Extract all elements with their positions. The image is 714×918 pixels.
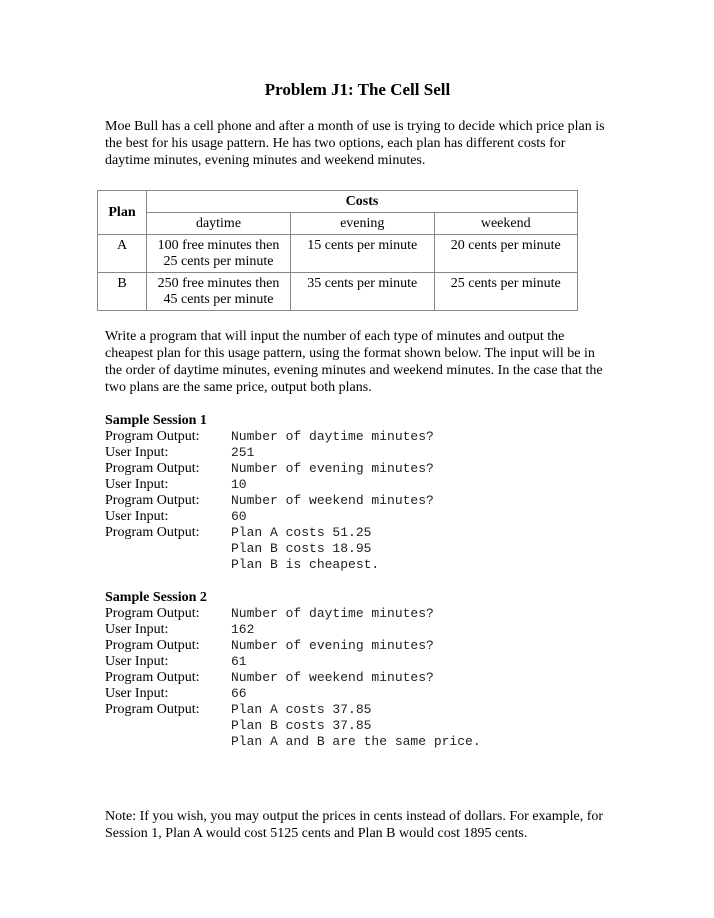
table-row bbox=[98, 235, 578, 273]
session-title: Sample Session 2 bbox=[105, 590, 207, 605]
line-value: 61 bbox=[231, 654, 247, 669]
daytime-cell: 100 free minutes then 25 cents per minute bbox=[147, 235, 291, 273]
line-value: Plan A and B are the same price. bbox=[231, 734, 481, 749]
session-line bbox=[105, 445, 610, 461]
line-label: Program Output: bbox=[105, 493, 200, 508]
session-line bbox=[105, 429, 610, 445]
table-subheader-row bbox=[98, 213, 578, 235]
line-value: Number of weekend minutes? bbox=[231, 493, 434, 508]
line-label: User Input: bbox=[105, 654, 169, 669]
table-row bbox=[98, 273, 578, 311]
line-label: Program Output: bbox=[105, 702, 200, 717]
evening-cell: 15 cents per minute bbox=[291, 235, 435, 273]
line-value: Number of weekend minutes? bbox=[231, 670, 434, 685]
line-label: Program Output: bbox=[105, 461, 200, 476]
daytime-column-header: daytime bbox=[147, 213, 291, 235]
session-line bbox=[105, 525, 610, 541]
line-value: 60 bbox=[231, 509, 247, 524]
line-label: User Input: bbox=[105, 445, 169, 460]
costs-column-header: Costs bbox=[147, 191, 578, 213]
session-line bbox=[105, 606, 610, 622]
session-line bbox=[105, 702, 610, 718]
plan-costs-table bbox=[97, 190, 578, 311]
description-paragraph: Write a program that will input the number of each type of minutes and output the cheapest plan for this usage pattern, using the format shown below. The input will be in the order of daytime minutes, evening minutes and weekend minutes. In the case that the two plans are the same price, output both plans. bbox=[105, 329, 603, 395]
line-value: 10 bbox=[231, 477, 247, 492]
session-line bbox=[105, 654, 610, 670]
page-title: Problem J1: The Cell Sell bbox=[264, 80, 451, 99]
session-line bbox=[105, 461, 610, 477]
note-paragraph: Note: If you wish, you may output the prices in cents instead of dollars. For example, for Session 1, Plan A would cost 5125 cents and Plan B would cost 1895 cents. bbox=[105, 809, 604, 841]
plan-column-header: Plan bbox=[98, 191, 147, 235]
line-value: Number of daytime minutes? bbox=[231, 606, 434, 621]
line-value: Plan B costs 18.95 bbox=[231, 541, 372, 556]
line-label bbox=[105, 557, 231, 573]
document-page bbox=[105, 80, 610, 842]
weekend-cell: 25 cents per minute bbox=[434, 273, 578, 311]
sample-session-1 bbox=[105, 413, 610, 573]
session-line bbox=[105, 686, 610, 702]
line-value: Number of daytime minutes? bbox=[231, 429, 434, 444]
evening-column-header: evening bbox=[291, 213, 435, 235]
session-line bbox=[105, 557, 610, 573]
line-label: Program Output: bbox=[105, 429, 200, 444]
table-header-row bbox=[98, 191, 578, 213]
session-line bbox=[105, 670, 610, 686]
session-line bbox=[105, 638, 610, 654]
session-line bbox=[105, 477, 610, 493]
line-label: User Input: bbox=[105, 686, 169, 701]
line-value: Plan A costs 37.85 bbox=[231, 702, 372, 717]
weekend-column-header: weekend bbox=[434, 213, 578, 235]
plan-cell: A bbox=[98, 235, 147, 273]
line-label: User Input: bbox=[105, 509, 169, 524]
session-line bbox=[105, 622, 610, 638]
daytime-cell: 250 free minutes then 45 cents per minute bbox=[147, 273, 291, 311]
line-label bbox=[105, 541, 231, 557]
line-label bbox=[105, 718, 231, 734]
line-value: 66 bbox=[231, 686, 247, 701]
line-label: User Input: bbox=[105, 477, 169, 492]
session-line bbox=[105, 509, 610, 525]
weekend-cell: 20 cents per minute bbox=[434, 235, 578, 273]
plan-cell: B bbox=[98, 273, 147, 311]
line-label: Program Output: bbox=[105, 670, 200, 685]
session-line bbox=[105, 734, 610, 750]
intro-paragraph: Moe Bull has a cell phone and after a month of use is trying to decide which price plan is the best for his usage pattern. He has two options, each plan has different costs for daytime minutes, evening minutes and weekend minutes. bbox=[105, 119, 605, 168]
line-value: Plan A costs 51.25 bbox=[231, 525, 372, 540]
line-value: Number of evening minutes? bbox=[231, 638, 434, 653]
line-label: Program Output: bbox=[105, 638, 200, 653]
session-line bbox=[105, 541, 610, 557]
line-value: 251 bbox=[231, 445, 255, 460]
line-label bbox=[105, 734, 231, 750]
line-label: User Input: bbox=[105, 622, 169, 637]
sample-session-2 bbox=[105, 590, 610, 750]
session-line bbox=[105, 493, 610, 509]
line-value: Plan B costs 37.85 bbox=[231, 718, 372, 733]
line-value: Plan B is cheapest. bbox=[231, 557, 380, 572]
evening-cell: 35 cents per minute bbox=[291, 273, 435, 311]
line-label: Program Output: bbox=[105, 606, 200, 621]
session-title: Sample Session 1 bbox=[105, 413, 207, 428]
session-line bbox=[105, 718, 610, 734]
line-label: Program Output: bbox=[105, 525, 200, 540]
line-value: Number of evening minutes? bbox=[231, 461, 434, 476]
line-value: 162 bbox=[231, 622, 255, 637]
